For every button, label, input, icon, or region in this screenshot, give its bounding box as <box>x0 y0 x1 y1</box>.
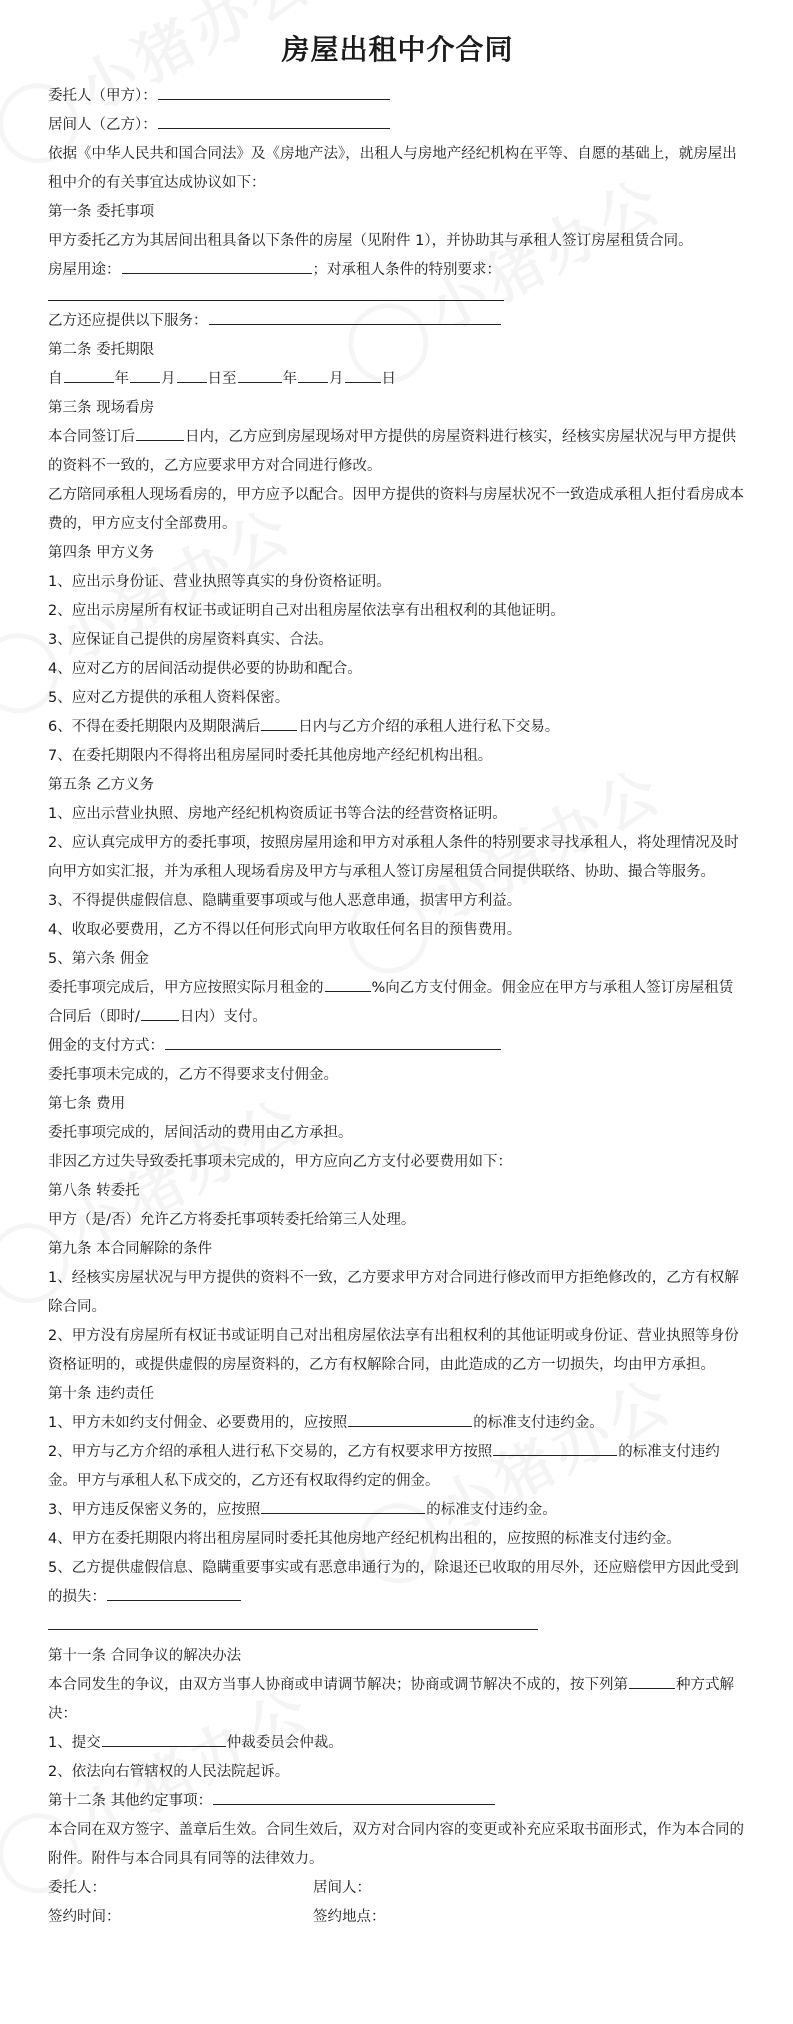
sign-time-label: 签约时间： <box>48 1909 121 1925</box>
article-10-item-4: 4、甲方在委托期限内将出租房屋同时委托其他房地产经纪机构出租的，应按照的标准支付违约金。 <box>48 1531 681 1547</box>
signature-row-time-place <box>48 1903 747 1932</box>
article-5-item: 4、收取必要费用，乙方不得以任何形式向甲方收取任何名目的预售费用。 <box>48 922 522 938</box>
article-7-text: 非因乙方过失导致委托事项未完成的，甲方应向乙方支付必要费用如下： <box>48 1154 512 1170</box>
blank-field[interactable] <box>136 423 184 441</box>
article-11-item-2: 2、依法向右管辖权的人民法院起诉。 <box>48 1764 290 1780</box>
party-b-line: 居间人（乙方）： <box>48 111 747 140</box>
article-11-text: 本合同发生的争议，由双方当事人协商或申请调节解决；协商或调节解决不成的，按下列第 种方式解决： <box>48 1671 747 1729</box>
blank-field[interactable] <box>102 1729 226 1747</box>
article-5-item: 3、不得提供虚假信息、隐瞒重要事项或与他人恶意串通，损害甲方利益。 <box>48 893 522 909</box>
article-4-heading: 第四条 甲方义务 <box>48 545 155 561</box>
article-5-item: 2、应认真完成甲方的委托事项，按照房屋用途和甲方对承租人条件的特别要求寻找承租人，将处理情况及时向甲方如实汇报，并为承租人现场看房及甲方与承租人签订房屋租赁合同提供联络、协助、撮合等服务。 <box>48 835 739 880</box>
blank-field[interactable] <box>629 1671 675 1689</box>
article-7-text: 委托事项完成的，居间活动的费用由乙方承担。 <box>48 1125 353 1141</box>
article-9-item: 1、经核实房屋状况与甲方提供的资料不一致，乙方要求甲方对合同进行修改而甲方拒绝修改的，乙方有权解除合同。 <box>48 1270 739 1315</box>
article-4-item-6: 6、不得在委托期限内及期限满后 日内与乙方介绍的承租人进行私下交易。 <box>48 713 747 742</box>
article-4-item: 3、应保证自己提供的房屋资料真实、合法。 <box>48 632 333 648</box>
blank-field[interactable] <box>141 1003 179 1021</box>
party-a-line: 委托人（甲方）： <box>48 82 747 111</box>
house-usage-line: 房屋用途： ；对承租人条件的特别要求： <box>48 256 747 285</box>
blank-field[interactable] <box>177 365 207 383</box>
article-8-text: 甲方（是/否）允许乙方将委托事项转委托给第三人处理。 <box>48 1212 416 1228</box>
signature-row-parties <box>48 1874 747 1903</box>
article-4-item: 4、应对乙方的居间活动提供必要的协助和配合。 <box>48 661 362 677</box>
client-signature-label: 委托人： <box>48 1880 106 1896</box>
sign-place-label: 签约地点： <box>313 1909 386 1925</box>
article-3-text-2: 乙方陪同承租人现场看房的，甲方应予以配合。因甲方提供的资料与房屋状况不一致造成承租人拒付看房成本费的，甲方应支付全部费用。 <box>48 487 744 532</box>
article-9-heading: 第九条 本合同解除的条件 <box>48 1241 213 1257</box>
commission-text: 委托事项完成后，甲方应按照实际月租金的 %向乙方支付佣金。佣金应在甲方与承租人签订房屋租赁合同后（即时/ 日内）支付。 <box>48 974 747 1032</box>
article-10-heading: 第十条 违约责任 <box>48 1386 155 1402</box>
article-9-item: 2、甲方没有房屋所有权证书或证明自己对出租房屋依法享有出租权利的其他证明或身份证、营业执照等身份资格证明的，或提供虚假的房屋资料的，乙方有权解除合同，由此造成的乙方一切损失，均由甲方承担。 <box>48 1328 739 1373</box>
article-4-item: 2、应出示房屋所有权证书或证明自己对出租房屋依法享有出租权利的其他证明。 <box>48 603 565 619</box>
blank-field[interactable] <box>345 365 381 383</box>
blank-field[interactable] <box>209 307 501 325</box>
article-7-heading: 第七条 费用 <box>48 1096 126 1112</box>
article-5-item: 1、应出示营业执照、房地产经纪机构资质证书等合法的经营资格证明。 <box>48 806 507 822</box>
article-11-item-1: 1、提交 仲裁委员会仲裁。 <box>48 1729 747 1758</box>
blank-field[interactable] <box>64 365 114 383</box>
blank-field[interactable] <box>238 365 282 383</box>
blank-field[interactable] <box>348 1409 472 1427</box>
blank-field[interactable] <box>107 1583 241 1601</box>
blank-field[interactable] <box>158 111 390 129</box>
payment-method-line: 佣金的支付方式： <box>48 1032 747 1061</box>
blank-field[interactable] <box>298 365 328 383</box>
article-2-heading: 第二条 委托期限 <box>48 342 155 358</box>
article-4-item: 1、应出示身份证、营业执照等真实的身份资格证明。 <box>48 574 391 590</box>
extra-service-line: 乙方还应提供以下服务： <box>48 307 747 336</box>
article-10-item-5: 5、乙方提供虚假信息、隐瞒重要事实或有恶意串通行为的，除退还已收取的用尽外，还应赔偿甲方因此受到的损失： <box>48 1560 739 1605</box>
intro-paragraph: 依据《中华人民共和国合同法》及《房地产法》，出租人与房地产经纪机构在平等、自愿的基础上，就房屋出租中介的有关事宜达成协议如下： <box>48 146 737 191</box>
article-8-heading: 第八条 转委托 <box>48 1183 140 1199</box>
blank-field[interactable] <box>213 1787 495 1805</box>
blank-field[interactable] <box>325 974 371 992</box>
blank-field[interactable] <box>130 365 160 383</box>
document-title: 房屋出租中介合同 <box>281 33 514 66</box>
article-3-text-1: 本合同签订后 日内，乙方应到房屋现场对甲方提供的房屋资料进行核实，经核实房屋状况与甲方提供的资料不一致的，乙方应要求甲方对合同进行修改。 <box>48 423 747 481</box>
commission-unfinished: 委托事项未完成的，乙方不得要求支付佣金。 <box>48 1067 338 1083</box>
blank-field[interactable] <box>261 1496 425 1514</box>
blank-field[interactable] <box>165 1032 501 1050</box>
article-12-heading: 第十二条 其他约定事项： <box>48 1787 747 1816</box>
article-4-item-7: 7、在委托期限内不得将出租房屋同时委托其他房地产经纪机构出租。 <box>48 748 493 764</box>
article-10-item-2: 2、甲方与乙方介绍的承租人进行私下交易的，乙方有权要求甲方按照 的标准支付违约金。甲方与承租人私下成交的，乙方还有权取得约定的佣金。 <box>48 1438 747 1496</box>
article-10-item-3: 3、甲方违反保密义务的，应按照 的标准支付违约金。 <box>48 1496 747 1525</box>
article-4-item: 5、应对乙方提供的承租人资料保密。 <box>48 690 290 706</box>
article-1-heading: 第一条 委托事项 <box>48 204 155 220</box>
article-3-heading: 第三条 现场看房 <box>48 400 155 416</box>
article-1-text: 甲方委托乙方为其居间出租具备以下条件的房屋（见附件 1），并协助其与承租人签订房屋租赁合同。 <box>48 233 693 249</box>
article-5-heading: 第五条 乙方义务 <box>48 777 155 793</box>
blank-field[interactable] <box>493 1438 617 1456</box>
entrust-period-line: 自 年 月 日至 年 月 日 <box>48 365 747 394</box>
broker-signature-label: 居间人： <box>313 1880 371 1896</box>
article-6-heading: 5、第六条 佣金 <box>48 951 149 967</box>
article-12-text: 本合同在双方签字、盖章后生效。合同生效后，双方对合同内容的变更或补充应采取书面形式，作为本合同的附件。附件与本合同具有同等的法律效力。 <box>48 1822 744 1867</box>
blank-line[interactable] <box>48 1628 538 1630</box>
article-10-item-1: 1、甲方未如约支付佣金、必要费用的，应按照 的标准支付违约金。 <box>48 1409 747 1438</box>
blank-field[interactable] <box>122 256 312 274</box>
blank-field[interactable] <box>158 82 390 100</box>
blank-field[interactable] <box>261 713 297 731</box>
blank-line[interactable] <box>48 299 504 301</box>
article-11-heading: 第十一条 合同争议的解决办法 <box>48 1648 242 1664</box>
